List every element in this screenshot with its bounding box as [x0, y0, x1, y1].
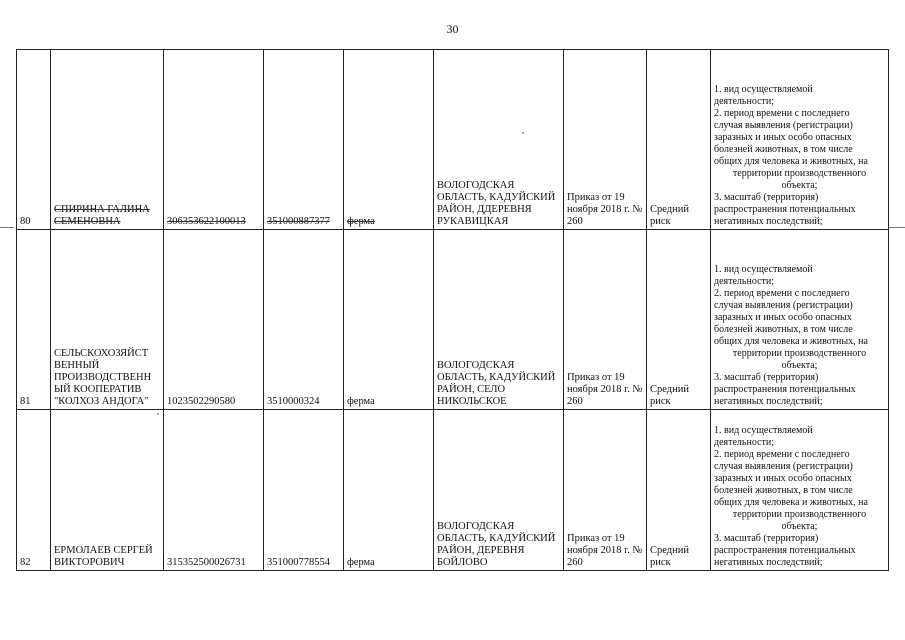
- risk-criteria-line: 3. масштаб (территория): [714, 192, 819, 203]
- order-reference: [564, 410, 647, 571]
- risk-criteria-line: негативных последствий;: [714, 216, 823, 227]
- object-type-text: ферма: [347, 216, 375, 227]
- risk-criteria-line: территории производственного: [732, 168, 867, 179]
- risk-criteria-line: случая выявления (регистрации): [714, 300, 853, 311]
- entity-name-text: СЕЛЬСКОХОЗЯЙСТ ВЕННЫЙ ПРОИЗВОДСТВЕНН ЫЙ КООПЕРАТИВ "КОЛХОЗ АНДОГА": [54, 348, 152, 407]
- registry-table: [16, 49, 889, 571]
- scan-artifact-line-right: [888, 227, 905, 228]
- order-reference-text: Приказ от 19 ноября 2018 г. № 260: [567, 533, 643, 568]
- order-reference-text: Приказ от 19 ноября 2018 г. № 260: [567, 372, 643, 407]
- entity-name: [51, 230, 164, 410]
- object-address: [434, 230, 564, 410]
- object-address-text: ВОЛОГОДСКАЯ ОБЛАСТЬ, КАДУЙСКИЙ РАЙОН, СЕЛО НИКОЛЬСКОЕ: [437, 360, 556, 407]
- registration-number-text: 351000778554: [267, 557, 330, 568]
- risk-criteria-line: деятельности;: [714, 276, 775, 287]
- row-number: [17, 50, 51, 230]
- risk-criteria-line: 2. период времени с последнего: [714, 108, 850, 119]
- entity-name-text: СПИРИНА ГАЛИНА СЕМЕНОВНА: [54, 204, 150, 227]
- risk-category-text: Средний риск: [650, 204, 689, 227]
- risk-criteria-line: объекта;: [781, 180, 818, 191]
- row-number: [17, 410, 51, 571]
- ogrn-number-text: 306353622100013: [167, 216, 246, 227]
- entity-name: [51, 50, 164, 230]
- ogrn-number: [164, 410, 264, 571]
- risk-criteria-line: общих для человека и животных, на: [714, 497, 868, 508]
- object-type-text: ферма: [347, 557, 375, 568]
- risk-criteria-line: негативных последствий;: [714, 557, 823, 568]
- row-number: [17, 230, 51, 410]
- order-reference-text: Приказ от 19 ноября 2018 г. № 260: [567, 192, 643, 227]
- risk-criteria-line: заразных и иных особо опасных: [714, 473, 852, 484]
- risk-criteria-line: распространения потенциальных: [714, 204, 856, 215]
- risk-criteria-line: территории производственного: [732, 509, 867, 520]
- risk-criteria-line: общих для человека и животных, на: [714, 156, 868, 167]
- risk-criteria-line: 1. вид осуществляемой: [714, 84, 813, 95]
- object-address: [434, 410, 564, 571]
- ogrn-number: [164, 230, 264, 410]
- table-row: [17, 410, 889, 571]
- object-address-text: ВОЛОГОДСКАЯ ОБЛАСТЬ, КАДУЙСКИЙ РАЙОН, ДДЕРЕВНЯ РУКАВИЦКАЯ: [437, 180, 556, 227]
- row-number-text: 80: [20, 216, 31, 227]
- object-type: [344, 230, 434, 410]
- object-type: [344, 50, 434, 230]
- row-number-text: 81: [20, 396, 31, 407]
- table-row: [17, 230, 889, 410]
- risk-category-text: Средний риск: [650, 545, 689, 568]
- risk-criteria-line: 3. масштаб (территория): [714, 372, 819, 383]
- object-address-text: ВОЛОГОДСКАЯ ОБЛАСТЬ, КАДУЙСКИЙ РАЙОН, ДЕРЕВНЯ БОЙЛОВО: [437, 521, 556, 568]
- risk-criteria-line: распространения потенциальных: [714, 384, 856, 395]
- risk-criteria-line: болезней животных, в том числе: [714, 324, 853, 335]
- ogrn-number: [164, 50, 264, 230]
- order-reference: [564, 230, 647, 410]
- registration-number: [264, 230, 344, 410]
- registration-number-text: 351000887377: [267, 216, 330, 227]
- risk-criteria-line: заразных и иных особо опасных: [714, 312, 852, 323]
- object-type: [344, 410, 434, 571]
- row-number-text: 82: [20, 557, 31, 568]
- risk-criteria-line: объекта;: [781, 360, 818, 371]
- risk-criteria-line: заразных и иных особо опасных: [714, 132, 852, 143]
- risk-criteria: [711, 230, 889, 410]
- ogrn-number-text: 315352500026731: [167, 557, 246, 568]
- scan-artifact-line-left: [0, 227, 14, 228]
- risk-criteria-line: болезней животных, в том числе: [714, 485, 853, 496]
- risk-criteria-line: 1. вид осуществляемой: [714, 425, 813, 436]
- risk-criteria-line: случая выявления (регистрации): [714, 461, 853, 472]
- ogrn-number-text: 1023502290580: [167, 396, 236, 407]
- registration-number: [264, 410, 344, 571]
- risk-criteria: [711, 50, 889, 230]
- risk-category: [647, 50, 711, 230]
- object-address: [434, 50, 564, 230]
- risk-criteria-line: объекта;: [781, 521, 818, 532]
- page-number: 30: [446, 22, 459, 36]
- risk-criteria-line: случая выявления (регистрации): [714, 120, 853, 131]
- table-row: [17, 50, 889, 230]
- risk-criteria-line: 1. вид осуществляемой: [714, 264, 813, 275]
- risk-criteria-line: болезней животных, в том числе: [714, 144, 853, 155]
- risk-criteria-line: 3. масштаб (территория): [714, 533, 819, 544]
- entity-name-text: ЕРМОЛАЕВ СЕРГЕЙ ВИКТОРОВИЧ: [54, 545, 153, 568]
- risk-criteria-line: распространения потенциальных: [714, 545, 856, 556]
- risk-criteria-line: деятельности;: [714, 437, 775, 448]
- risk-criteria-line: деятельности;: [714, 96, 775, 107]
- risk-category: [647, 230, 711, 410]
- registration-number-text: 3510000324: [267, 396, 320, 407]
- registration-number: [264, 50, 344, 230]
- risk-criteria-line: общих для человека и животных, на: [714, 336, 868, 347]
- risk-criteria-line: 2. период времени с последнего: [714, 449, 850, 460]
- object-type-text: ферма: [347, 396, 375, 407]
- risk-criteria-line: негативных последствий;: [714, 396, 823, 407]
- risk-criteria-line: территории производственного: [732, 348, 867, 359]
- order-reference: [564, 50, 647, 230]
- risk-criteria: [711, 410, 889, 571]
- risk-category-text: Средний риск: [650, 384, 689, 407]
- entity-name: [51, 410, 164, 571]
- risk-category: [647, 410, 711, 571]
- risk-criteria-line: 2. период времени с последнего: [714, 288, 850, 299]
